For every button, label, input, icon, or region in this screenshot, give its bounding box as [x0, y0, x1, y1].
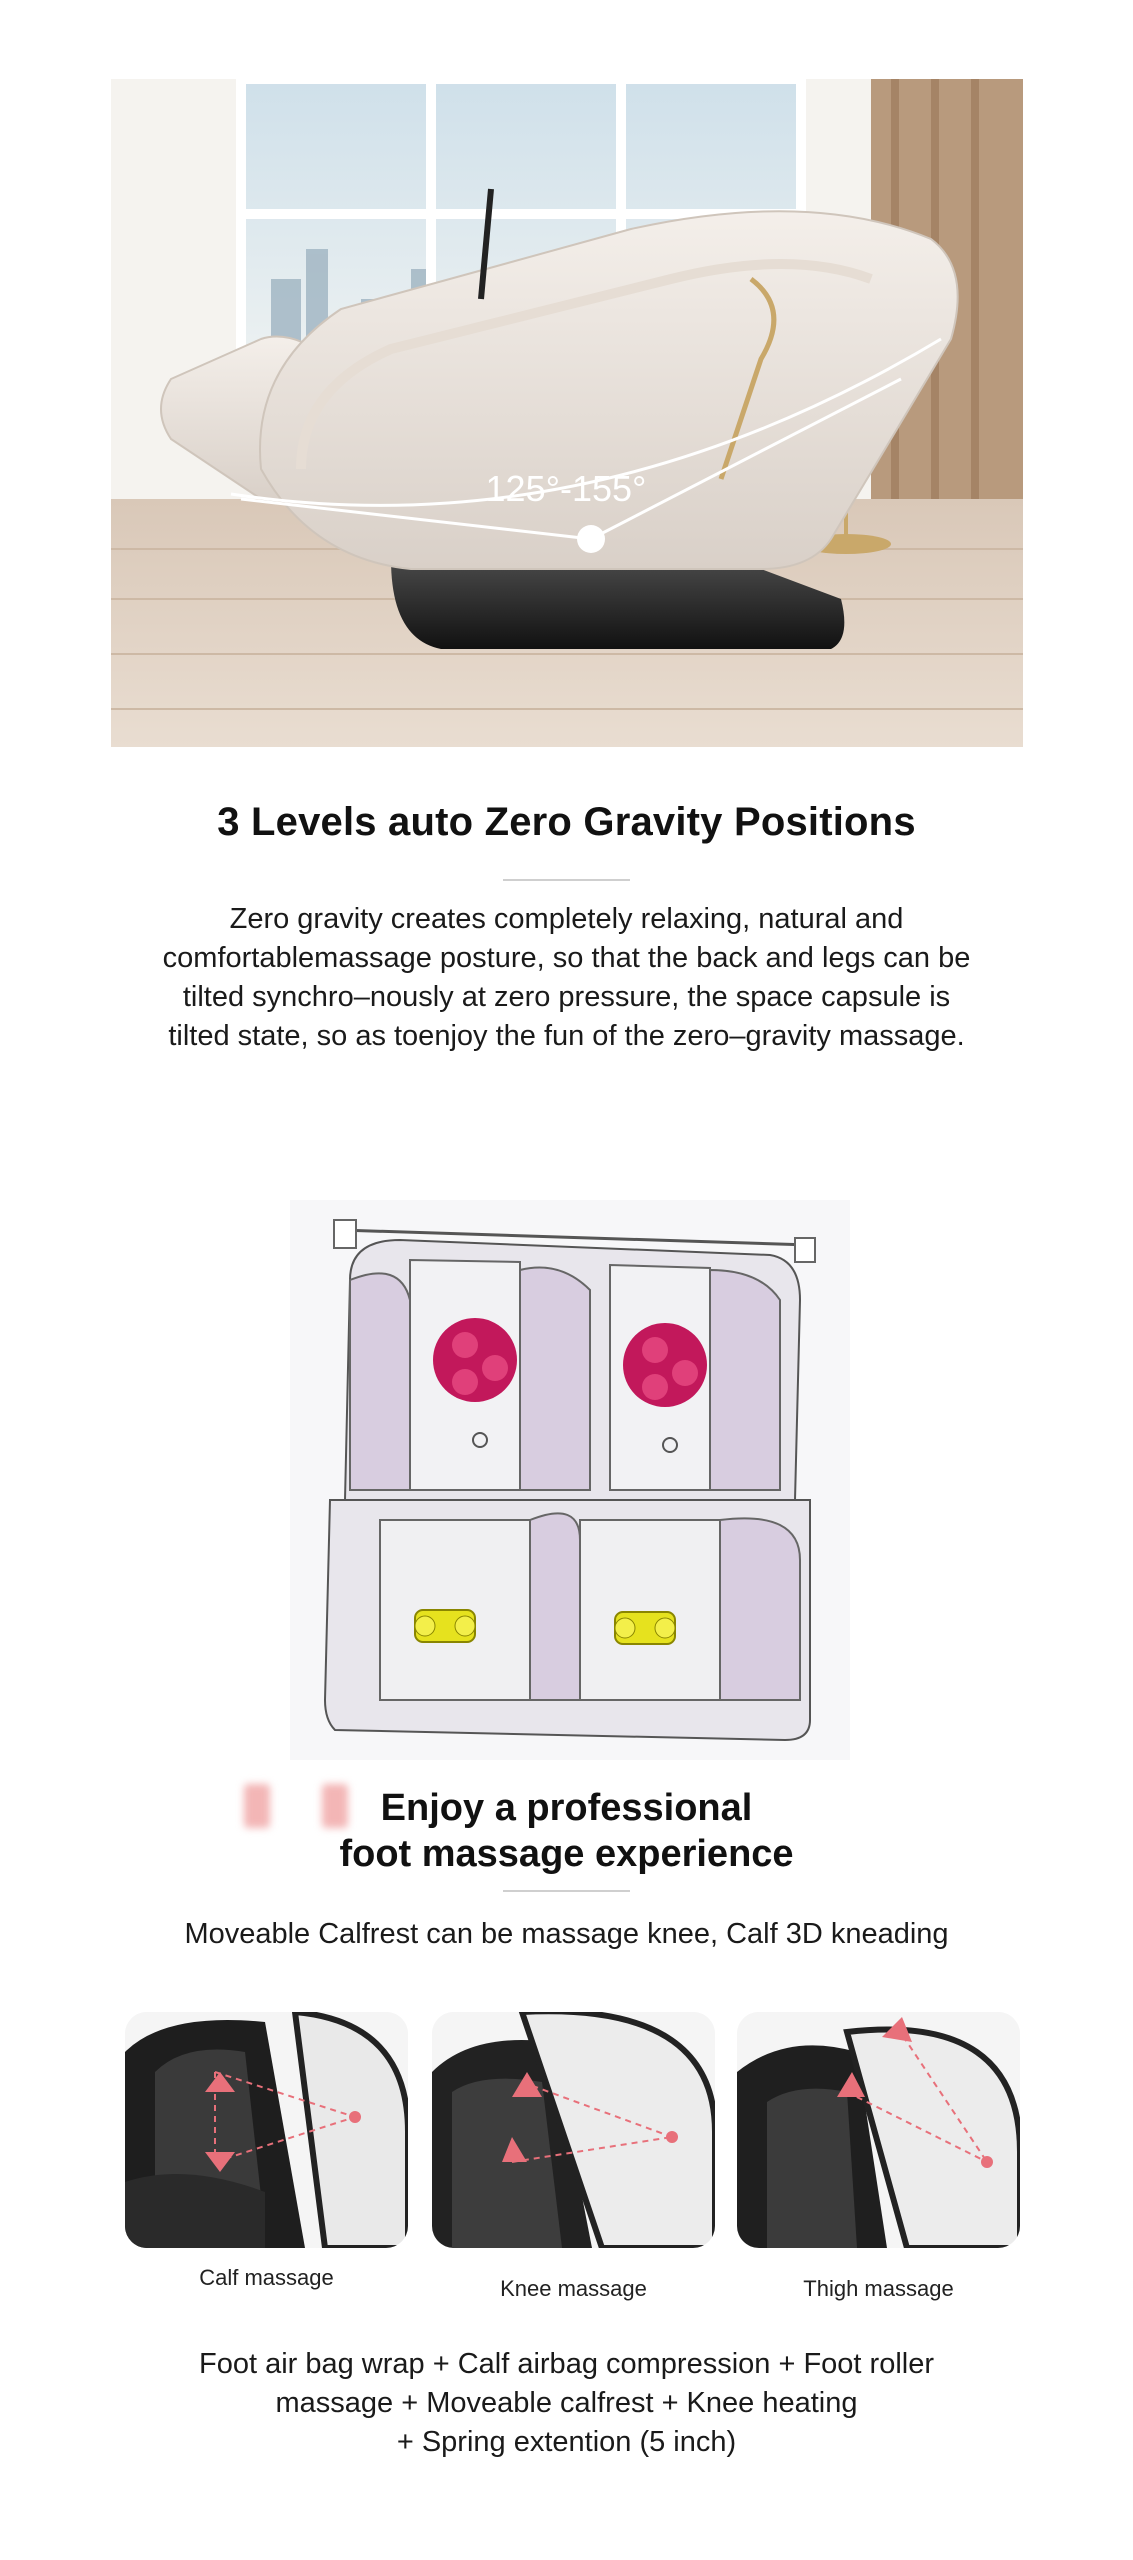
feature-summary — [0, 2345, 1133, 2462]
caption-thigh-massage: Thigh massage — [803, 2276, 954, 2301]
title-divider — [503, 1890, 630, 1892]
zero-gravity-chair-illustration — [111, 79, 1023, 747]
title-line: Enjoy a professional — [380, 1787, 753, 1829]
description-line: comfortablemassage posture, so that the back and legs can be — [162, 942, 971, 974]
knee-massage-image — [432, 2012, 715, 2248]
calf-roller-left — [433, 1318, 517, 1402]
calf-massage-image — [125, 2012, 408, 2248]
thigh-massage-image — [737, 2012, 1020, 2248]
knee-massage-illustration — [432, 2012, 715, 2248]
title-divider — [503, 879, 630, 881]
feature-line: Foot air bag wrap + Calf airbag compression + Foot roller — [198, 2348, 934, 2380]
foot-massager-diagram — [290, 1200, 850, 1760]
calf-massage-illustration — [125, 2012, 408, 2248]
feature-line: massage + Moveable calfrest + Knee heating — [275, 2387, 858, 2419]
zero-gravity-description — [0, 900, 1133, 1056]
hero-chair-image — [111, 79, 1023, 747]
title-line: foot massage experience — [339, 1833, 794, 1875]
thigh-massage-illustration — [737, 2012, 1020, 2248]
description-line: tilted synchro–nously at zero pressure, the space capsule is — [182, 981, 951, 1013]
description-line: Zero gravity creates completely relaxing, natural and — [229, 903, 904, 935]
feature-line: + Spring extention (5 inch) — [396, 2426, 737, 2458]
section-title-zero-gravity: 3 Levels auto Zero Gravity Positions — [217, 800, 916, 844]
description-line: tilted state, so as toenjoy the fun of the zero–gravity massage. — [168, 1020, 965, 1052]
foot-massager-cad-image — [290, 1200, 850, 1760]
section-subtitle: Moveable Calfrest can be massage knee, Calf 3D kneading — [184, 1918, 949, 1950]
caption-knee-massage: Knee massage — [500, 2276, 647, 2301]
calf-roller-right — [623, 1323, 707, 1407]
foot-roller-right — [615, 1612, 675, 1644]
caption-calf-massage: Calf massage — [199, 2265, 334, 2290]
section-title-foot-massage — [0, 1785, 1133, 1877]
angle-label: 125°-155° — [485, 468, 647, 509]
foot-roller-left — [415, 1610, 475, 1642]
